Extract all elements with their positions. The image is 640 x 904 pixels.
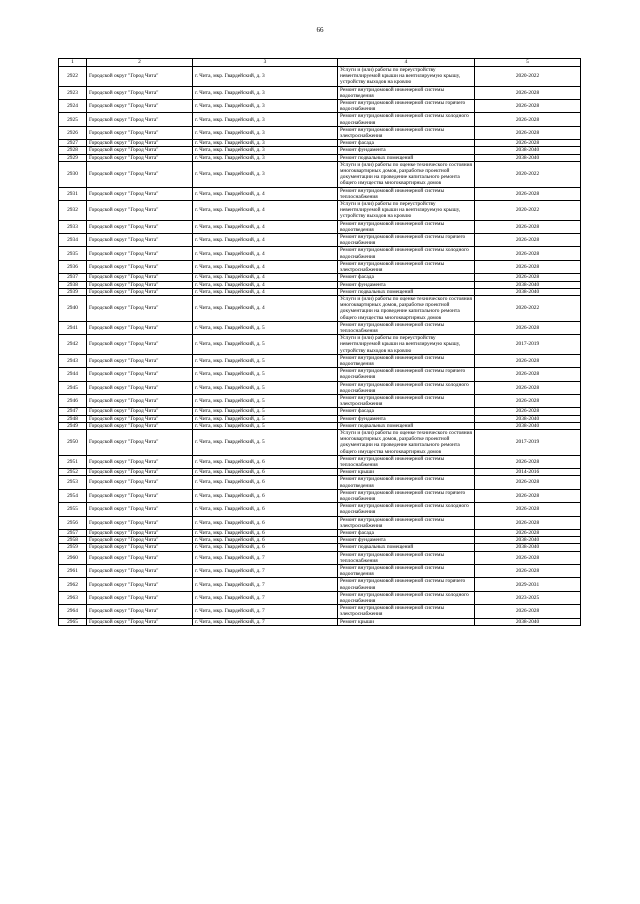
address-cell: г. Чита, мкр. Гвардейский, д. 5 [193,368,338,381]
period-cell: 2038-2040 [475,154,581,161]
period-cell: 2038-2040 [475,537,581,544]
period-cell: 2026-2028 [475,476,581,489]
work-type-cell: Ремонт внутридомовой инженерной системы горячего водоснабжения [338,234,475,247]
work-type-cell: Услуги и (или) работы по оценке технического состояния многоквартирных домов, разработке проектной документации на проведение капитального ремонта общего имущества многоквартирных домов [338,161,475,187]
table-row [59,544,581,551]
table-row [59,537,581,544]
row-number: 2963 [59,591,87,604]
address-cell: г. Чита, мкр. Гвардейский, д. 4 [193,288,338,295]
period-cell: 2026-2028 [475,247,581,260]
period-cell: 2029-2031 [475,578,581,591]
table-row [59,260,581,273]
column-header: 1 [59,59,87,67]
table-row [59,274,581,281]
work-type-cell: Услуги и (или) работы по переустройству невентилируемой крыши на вентилируемую крышу, устройству выходов на кровлю [338,67,475,87]
period-cell: 2026-2028 [475,489,581,502]
page-number: 66 [316,26,324,34]
column-header: 5 [475,59,581,67]
address-cell: г. Чита, мкр. Гвардейский, д. 7 [193,618,338,625]
period-cell: 2026-2028 [475,86,581,99]
row-number: 2928 [59,147,87,154]
period-cell: 2026-2028 [475,260,581,273]
municipality-cell: Городской округ "Город Чита" [87,100,193,113]
row-number: 2954 [59,489,87,502]
address-cell: г. Чита, мкр. Гвардейский, д. 4 [193,281,338,288]
period-cell: 2038-2040 [475,288,581,295]
address-cell: г. Чита, мкр. Гвардейский, д. 4 [193,201,338,221]
table-row [59,100,581,113]
work-type-cell: Ремонт внутридомовой инженерной системы водоотведения [338,354,475,367]
municipality-cell: Городской округ "Город Чита" [87,247,193,260]
row-number: 2926 [59,126,87,139]
row-number: 2940 [59,295,87,321]
table-row [59,476,581,489]
period-cell: 2026-2028 [475,565,581,578]
address-cell: г. Чита, мкр. Гвардейский, д. 3 [193,113,338,126]
table-row [59,618,581,625]
table-row [59,565,581,578]
table-row [59,288,581,295]
table-row [59,530,581,537]
period-cell: 2026-2028 [475,234,581,247]
municipality-cell: Городской округ "Город Чита" [87,455,193,468]
row-number: 2934 [59,234,87,247]
municipality-cell: Городской округ "Город Чита" [87,147,193,154]
address-cell: г. Чита, мкр. Гвардейский, д. 6 [193,489,338,502]
work-type-cell: Услуги и (или) работы по переустройству невентилируемой крыши на вентилируемую крышу, устройству выходов на кровлю [338,201,475,221]
table-header-row [59,59,581,67]
work-type-cell: Ремонт подвальных помещений [338,544,475,551]
work-type-cell: Ремонт подвальных помещений [338,288,475,295]
municipality-cell: Городской округ "Город Чита" [87,530,193,537]
work-type-cell: Ремонт внутридомовой инженерной системы электроснабжения [338,394,475,407]
municipality-cell: Городской округ "Город Чита" [87,260,193,273]
period-cell: 2038-2040 [475,415,581,422]
address-cell: г. Чита, мкр. Гвардейский, д. 4 [193,187,338,200]
municipality-cell: Городской округ "Город Чита" [87,394,193,407]
municipality-cell: Городской округ "Город Чита" [87,295,193,321]
work-type-cell: Ремонт подвальных помещений [338,422,475,429]
table-row [59,354,581,367]
table-row [59,113,581,126]
period-cell: 2026-2028 [475,503,581,516]
municipality-cell: Городской округ "Город Чита" [87,578,193,591]
column-header: 2 [87,59,193,67]
work-type-cell: Ремонт фундамента [338,147,475,154]
address-cell: г. Чита, мкр. Гвардейский, д. 7 [193,605,338,618]
period-cell: 2038-2040 [475,147,581,154]
work-type-cell: Ремонт внутридомовой инженерной системы холодного водоснабжения [338,503,475,516]
work-type-cell: Ремонт фундамента [338,415,475,422]
work-type-cell: Ремонт крыши [338,618,475,625]
work-type-cell: Ремонт фундамента [338,537,475,544]
period-cell: 2038-2040 [475,422,581,429]
period-cell: 2026-2028 [475,354,581,367]
address-cell: г. Чита, мкр. Гвардейский, д. 6 [193,530,338,537]
row-number: 2929 [59,154,87,161]
column-header: 3 [193,59,338,67]
table-row [59,86,581,99]
row-number: 2927 [59,140,87,147]
address-cell: г. Чита, мкр. Гвардейский, д. 5 [193,394,338,407]
period-cell: 2020-2022 [475,67,581,87]
municipality-cell: Городской округ "Город Чита" [87,381,193,394]
period-cell: 2026-2028 [475,516,581,529]
period-cell: 2038-2040 [475,281,581,288]
row-number: 2946 [59,394,87,407]
work-type-cell: Ремонт внутридомовой инженерной системы холодного водоснабжения [338,247,475,260]
table-row [59,394,581,407]
work-type-cell: Ремонт фасада [338,530,475,537]
address-cell: г. Чита, мкр. Гвардейский, д. 3 [193,147,338,154]
period-cell: 2026-2028 [475,126,581,139]
table-row [59,408,581,415]
row-number: 2959 [59,544,87,551]
address-cell: г. Чита, мкр. Гвардейский, д. 5 [193,381,338,394]
table-row [59,201,581,221]
address-cell: г. Чита, мкр. Гвардейский, д. 4 [193,260,338,273]
address-cell: г. Чита, мкр. Гвардейский, д. 5 [193,354,338,367]
municipality-cell: Городской округ "Город Чита" [87,354,193,367]
address-cell: г. Чита, мкр. Гвардейский, д. 3 [193,140,338,147]
table-row [59,381,581,394]
municipality-cell: Городской округ "Город Чита" [87,220,193,233]
work-type-cell: Ремонт фасада [338,274,475,281]
row-number: 2945 [59,381,87,394]
municipality-cell: Городской округ "Город Чита" [87,321,193,334]
table-row [59,455,581,468]
work-type-cell: Ремонт внутридомовой инженерной системы холодного водоснабжения [338,113,475,126]
table-row [59,321,581,334]
address-cell: г. Чита, мкр. Гвардейский, д. 3 [193,100,338,113]
row-number: 2923 [59,86,87,99]
address-cell: г. Чита, мкр. Гвардейский, д. 7 [193,551,338,564]
address-cell: г. Чита, мкр. Гвардейский, д. 5 [193,408,338,415]
table-row [59,469,581,476]
work-type-cell: Ремонт внутридомовой инженерной системы теплоснабжения [338,455,475,468]
work-type-cell: Ремонт фасада [338,140,475,147]
work-type-cell: Ремонт внутридомовой инженерной системы электроснабжения [338,516,475,529]
table-row [59,161,581,187]
work-type-cell: Ремонт внутридомовой инженерной системы теплоснабжения [338,551,475,564]
period-cell: 2038-2040 [475,544,581,551]
period-cell: 2017-2019 [475,429,581,455]
table-row [59,516,581,529]
table-row [59,591,581,604]
municipality-cell: Городской округ "Город Чита" [87,429,193,455]
municipality-cell: Городской округ "Город Чита" [87,551,193,564]
table-row [59,489,581,502]
row-number: 2939 [59,288,87,295]
period-cell: 2020-2022 [475,295,581,321]
period-cell: 2014-2016 [475,469,581,476]
municipality-cell: Городской округ "Город Чита" [87,591,193,604]
address-cell: г. Чита, мкр. Гвардейский, д. 3 [193,86,338,99]
municipality-cell: Городской округ "Город Чита" [87,408,193,415]
work-type-cell: Услуги и (или) работы по переустройству невентилируемой крыши на вентилируемую крышу, устройству выходов на кровлю [338,335,475,355]
address-cell: г. Чита, мкр. Гвардейский, д. 5 [193,429,338,455]
address-cell: г. Чита, мкр. Гвардейский, д. 3 [193,154,338,161]
table-row [59,234,581,247]
address-cell: г. Чита, мкр. Гвардейский, д. 3 [193,126,338,139]
work-type-cell: Ремонт крыши [338,469,475,476]
period-cell: 2026-2028 [475,551,581,564]
table-row [59,67,581,87]
table-row [59,415,581,422]
period-cell: 2026-2028 [475,605,581,618]
row-number: 2933 [59,220,87,233]
address-cell: г. Чита, мкр. Гвардейский, д. 4 [193,234,338,247]
address-cell: г. Чита, мкр. Гвардейский, д. 4 [193,220,338,233]
work-type-cell: Ремонт внутридомовой инженерной системы водоотведения [338,220,475,233]
municipality-cell: Городской округ "Город Чита" [87,605,193,618]
period-cell: 2026-2028 [475,368,581,381]
table-row [59,578,581,591]
municipality-cell: Городской округ "Город Чита" [87,489,193,502]
period-cell: 2017-2019 [475,335,581,355]
row-number: 2958 [59,537,87,544]
municipality-cell: Городской округ "Город Чита" [87,234,193,247]
row-number: 2925 [59,113,87,126]
row-number: 2960 [59,551,87,564]
table-row [59,220,581,233]
municipality-cell: Городской округ "Город Чита" [87,113,193,126]
municipality-cell: Городской округ "Город Чита" [87,126,193,139]
row-number: 2956 [59,516,87,529]
municipality-cell: Городской округ "Город Чита" [87,86,193,99]
municipality-cell: Городской округ "Город Чита" [87,415,193,422]
row-number: 2931 [59,187,87,200]
work-type-cell: Ремонт внутридомовой инженерной системы водоотведения [338,86,475,99]
address-cell: г. Чита, мкр. Гвардейский, д. 7 [193,591,338,604]
municipality-cell: Городской округ "Город Чита" [87,154,193,161]
municipality-cell: Городской округ "Город Чита" [87,335,193,355]
table-row [59,551,581,564]
period-cell: 2026-2028 [475,220,581,233]
municipality-cell: Городской округ "Город Чита" [87,469,193,476]
row-number: 2955 [59,503,87,516]
work-type-cell: Ремонт внутридомовой инженерной системы горячего водоснабжения [338,368,475,381]
address-cell: г. Чита, мкр. Гвардейский, д. 6 [193,455,338,468]
table-row [59,140,581,147]
address-cell: г. Чита, мкр. Гвардейский, д. 6 [193,469,338,476]
capital-repair-table [58,58,581,626]
work-type-cell: Ремонт внутридомовой инженерной системы электроснабжения [338,605,475,618]
address-cell: г. Чита, мкр. Гвардейский, д. 3 [193,67,338,87]
municipality-cell: Городской округ "Город Чита" [87,516,193,529]
period-cell: 2026-2028 [475,408,581,415]
municipality-cell: Городской округ "Город Чита" [87,67,193,87]
row-number: 2942 [59,335,87,355]
table-body [59,67,581,626]
table-row [59,368,581,381]
row-number: 2961 [59,565,87,578]
period-cell: 2026-2028 [475,140,581,147]
table-row [59,126,581,139]
row-number: 2964 [59,605,87,618]
work-type-cell: Ремонт внутридомовой инженерной системы электроснабжения [338,126,475,139]
period-cell: 2026-2028 [475,394,581,407]
row-number: 2937 [59,274,87,281]
row-number: 2932 [59,201,87,221]
period-cell: 2026-2028 [475,321,581,334]
municipality-cell: Городской округ "Город Чита" [87,537,193,544]
row-number: 2930 [59,161,87,187]
row-number: 2947 [59,408,87,415]
municipality-cell: Городской округ "Город Чита" [87,565,193,578]
row-number: 2924 [59,100,87,113]
address-cell: г. Чита, мкр. Гвардейский, д. 3 [193,161,338,187]
table-row [59,422,581,429]
municipality-cell: Городской округ "Город Чита" [87,161,193,187]
period-cell: 2026-2028 [475,455,581,468]
work-type-cell: Ремонт внутридомовой инженерной системы холодного водоснабжения [338,381,475,394]
row-number: 2952 [59,469,87,476]
address-cell: г. Чита, мкр. Гвардейский, д. 6 [193,516,338,529]
address-cell: г. Чита, мкр. Гвардейский, д. 6 [193,537,338,544]
row-number: 2965 [59,618,87,625]
period-cell: 2026-2028 [475,530,581,537]
address-cell: г. Чита, мкр. Гвардейский, д. 7 [193,578,338,591]
period-cell: 2023-2025 [475,591,581,604]
period-cell: 2038-2040 [475,618,581,625]
work-type-cell: Ремонт внутридомовой инженерной системы холодного водоснабжения [338,591,475,604]
work-type-cell: Ремонт внутридомовой инженерной системы теплоснабжения [338,321,475,334]
municipality-cell: Городской округ "Город Чита" [87,544,193,551]
period-cell: 2026-2028 [475,113,581,126]
address-cell: г. Чита, мкр. Гвардейский, д. 5 [193,321,338,334]
municipality-cell: Городской округ "Город Чита" [87,476,193,489]
row-number: 2957 [59,530,87,537]
municipality-cell: Городской округ "Город Чита" [87,422,193,429]
table-row [59,147,581,154]
work-type-cell: Ремонт фасада [338,408,475,415]
row-number: 2950 [59,429,87,455]
row-number: 2941 [59,321,87,334]
period-cell: 2026-2028 [475,100,581,113]
municipality-cell: Городской округ "Город Чита" [87,281,193,288]
address-cell: г. Чита, мкр. Гвардейский, д. 6 [193,476,338,489]
row-number: 2944 [59,368,87,381]
work-type-cell: Ремонт внутридомовой инженерной системы горячего водоснабжения [338,578,475,591]
municipality-cell: Городской округ "Город Чита" [87,503,193,516]
row-number: 2953 [59,476,87,489]
row-number: 2951 [59,455,87,468]
table-row [59,154,581,161]
row-number: 2943 [59,354,87,367]
table-row [59,503,581,516]
address-cell: г. Чита, мкр. Гвардейский, д. 6 [193,544,338,551]
row-number: 2948 [59,415,87,422]
table-row [59,429,581,455]
municipality-cell: Городской округ "Город Чита" [87,618,193,625]
work-type-cell: Услуги и (или) работы по оценке технического состояния многоквартирных домов, разработке проектной документации на проведение капитального ремонта общего имущества многоквартирных домов [338,429,475,455]
municipality-cell: Городской округ "Город Чита" [87,201,193,221]
column-header: 4 [338,59,475,67]
row-number: 2949 [59,422,87,429]
period-cell: 2026-2028 [475,187,581,200]
work-type-cell: Ремонт фундамента [338,281,475,288]
work-type-cell: Ремонт внутридомовой инженерной системы водоотведения [338,565,475,578]
row-number: 2962 [59,578,87,591]
municipality-cell: Городской округ "Город Чита" [87,187,193,200]
row-number: 2936 [59,260,87,273]
work-type-cell: Услуги и (или) работы по оценке технического состояния многоквартирных домов, разработке проектной документации на проведение капитального ремонта общего имущества многоквартирных домов [338,295,475,321]
address-cell: г. Чита, мкр. Гвардейский, д. 4 [193,274,338,281]
address-cell: г. Чита, мкр. Гвардейский, д. 6 [193,503,338,516]
municipality-cell: Городской округ "Город Чита" [87,288,193,295]
address-cell: г. Чита, мкр. Гвардейский, д. 4 [193,247,338,260]
period-cell: 2020-2022 [475,201,581,221]
address-cell: г. Чита, мкр. Гвардейский, д. 5 [193,415,338,422]
row-number: 2922 [59,67,87,87]
address-cell: г. Чита, мкр. Гвардейский, д. 5 [193,335,338,355]
work-type-cell: Ремонт внутридомовой инженерной системы горячего водоснабжения [338,489,475,502]
municipality-cell: Городской округ "Город Чита" [87,140,193,147]
table-row [59,605,581,618]
municipality-cell: Городской округ "Город Чита" [87,274,193,281]
address-cell: г. Чита, мкр. Гвардейский, д. 7 [193,565,338,578]
municipality-cell: Городской округ "Город Чита" [87,368,193,381]
work-type-cell: Ремонт внутридомовой инженерной системы горячего водоснабжения [338,100,475,113]
table-row [59,281,581,288]
period-cell: 2020-2022 [475,161,581,187]
table-row [59,335,581,355]
table-row [59,247,581,260]
table-row [59,187,581,200]
work-type-cell: Ремонт внутридомовой инженерной системы водоотведения [338,476,475,489]
address-cell: г. Чита, мкр. Гвардейский, д. 5 [193,422,338,429]
table-row [59,295,581,321]
row-number: 2935 [59,247,87,260]
work-type-cell: Ремонт внутридомовой инженерной системы электроснабжения [338,260,475,273]
period-cell: 2026-2028 [475,274,581,281]
period-cell: 2026-2028 [475,381,581,394]
work-type-cell: Ремонт внутридомовой инженерной системы теплоснабжения [338,187,475,200]
row-number: 2938 [59,281,87,288]
work-type-cell: Ремонт подвальных помещений [338,154,475,161]
address-cell: г. Чита, мкр. Гвардейский, д. 4 [193,295,338,321]
